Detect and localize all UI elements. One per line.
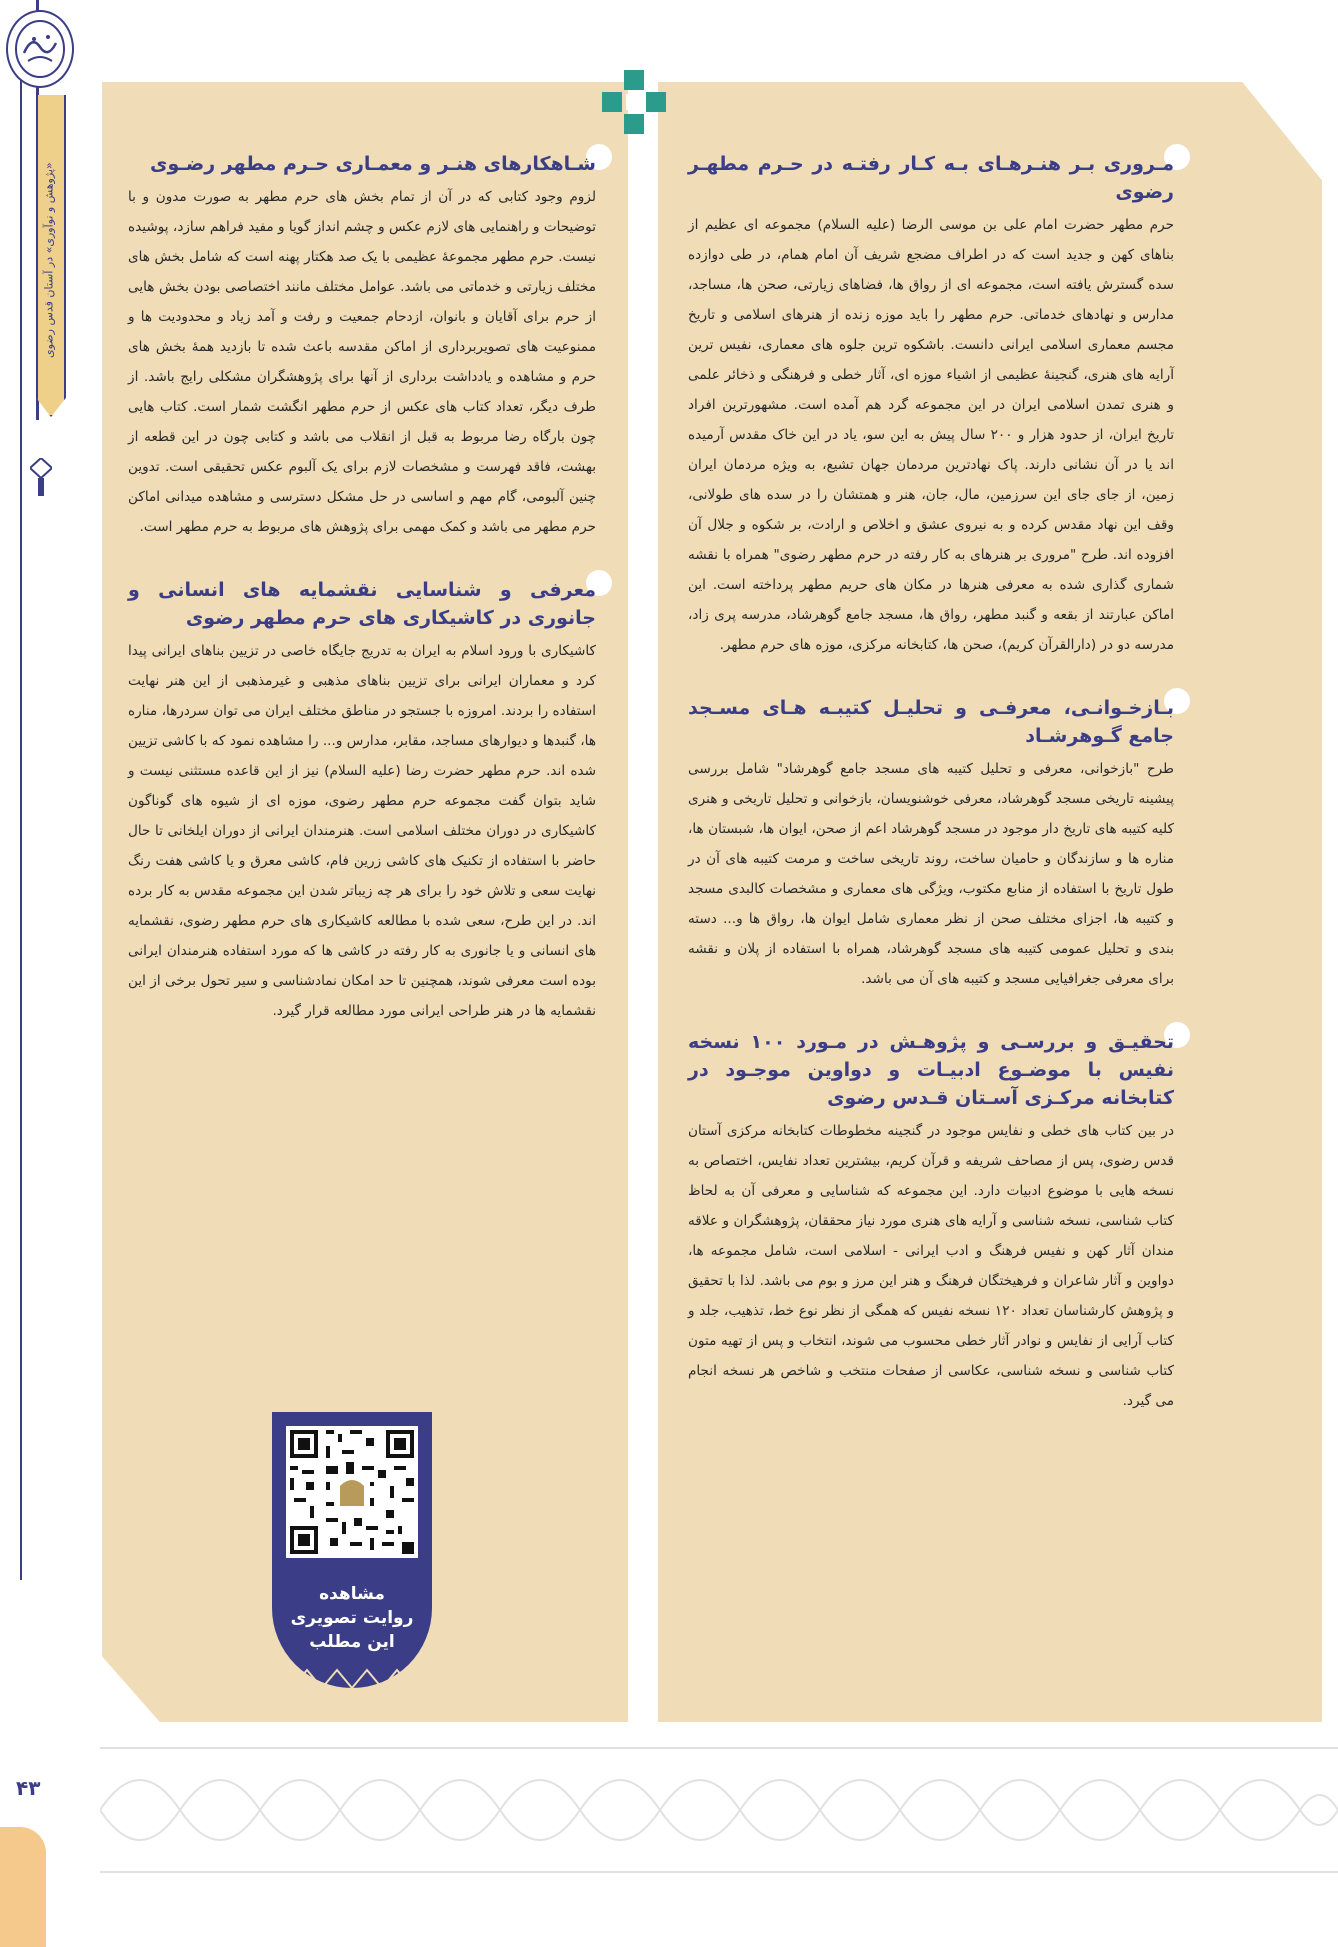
center-cross-ornament-icon xyxy=(598,66,670,138)
article-heading: مـروری بـر هنـرهـای بـه کـار رفتـه در حـرم مطهـر رضوی xyxy=(688,153,1174,203)
ribbon-knot-icon xyxy=(30,458,52,498)
article-body: در بین کتاب های خطی و نفایس موجود در گنجینه مخطوطات کتابخانه مرکزی آستان قدس رضوی، پس از مصاحف شریفه و قرآن کریم، بیشترین تعداد نفایس، اختصاص به نسخه هایی با موضوع ادبیات دارد. این مجموعه که شناسایی و معرفی آن به لحاظ کتاب شناسی، نسخه شناسی و آرایه های هنری مورد نیاز محققان، پژوهشگران و علاقه مندان آثار کهن و نفیس فرهنگ و ادب ایرانی - اسلامی است، شامل مجموعه ها، دواوین و آثار شاعران و فرهیختگان فرهنگ و هنر این مرز و بوم می باشد. لذا با تحقیق و پژوهش کارشناسان تعداد ۱۲۰ نسخه نفیس که همگی از نظر نوع خط، تذهیب، جلد و کتاب آرایی از نفایس و نوادر آثار خطی محسوب می شوند، انتخاب و پس از تهیه متون کتاب شناسی و نسخه شناسی، عکاسی از صفحات منتخب و شاخص هر نسخه انجام می گیرد. xyxy=(688,1123,1174,1409)
article-body: طرح "بازخوانی، معرفی و تحلیل کتیبه های مسجد جامع گوهرشاد" شامل بررسی پیشینه تاریخی مسجد گوهرشاد، معرفی خوشنویسان، بازخوانی و تحلیل تاریخی و هنری کلیه کتیبه های تاریخ دار موجود در مسجد گوهرشاد اعم از صحن، ایوان ها، شبستان ها، مناره ها و سازندگان و حامیان ساخت، روند تاریخی ساخت و مرمت کتیبه های آن در طول تاریخ با استفاده از منابع مکتوب، ویژگی های معماری و مشخصات کالبدی مسجد و کتیبه ها، اجزای مختلف صحن از نظر معماری شامل ایوان ها، رواق ها و... دسته بندی و تحلیل عمومی کتیبه های مسجد گوهرشاد، همراه با استفاده از پلان و نقشه برای معرفی جغرافیایی مسجد و کتیبه های آن می باشد. xyxy=(688,761,1174,987)
article-body: کاشیکاری با ورود اسلام به ایران به تدریج جایگاه خاصی در تزیین بناهای ایرانی پیدا کرد و معماران ایرانی برای تزیین بناهای مذهبی و غیرمذهبی از این هنر نهایت استفاده را بردند. امروزه با جستجو در مناطق مختلف ایران می توان سردرها، مناره ها، گنبدها و دیوارهای مساجد، مقابر، مدارس و... را مشاهده نمود که با کاشی تزیین شده اند. حرم مطهر حضرت رضا (علیه السلام) نیز از این قاعده مستثنی نیست و شاید بتوان گفت مجموعه حرم مطهر رضوی، موزه ای از شیوه های گوناگون کاشیکاری در دوران مختلف اسلامی است. هنرمندان ایرانی از دوران ایلخانی تا حال حاضر با استفاده از تکنیک های کاشی زرین فام، کاشی معرق و یا کاشی هفت رنگ نهایت سعی و تلاش خود را برای هر چه زیباتر شدن این مجموعه مقدس به کار برده اند. در این طرح، سعی شده با مطالعه کاشیکاری های حرم مطهر رضوی، نقشمایه های انسانی و یا جانوری به کار رفته در کاشی ها که مورد استفاده هنرمندان ایرانی بوده است معرفی شوند، همچنین تا حد امکان نمادشناسی و سیر تحول برخی از این نقشمایه ها در هنر طراحی ایرانی مورد مطالعه قرار گیرد. xyxy=(128,643,596,1019)
qr-caption-line-1: مشاهده xyxy=(319,1584,385,1604)
qr-card-ornament-icon xyxy=(292,1658,412,1688)
qr-code[interactable] xyxy=(286,1426,418,1558)
left-column xyxy=(128,150,596,1060)
page-number-tab xyxy=(0,1827,46,1947)
article-section xyxy=(128,150,596,542)
magazine-logo xyxy=(6,10,74,88)
ribbon-band-text: «پژوهش و نوآوری» در آستان قدس رضوی xyxy=(42,162,56,358)
page-number: ۴۳ xyxy=(16,1776,41,1800)
side-ribbon xyxy=(0,0,72,1947)
article-heading: معرفی و شناسایی نقشمایه های انسانی و جانوری در کاشیکاری های حرم مطهر رضوی xyxy=(128,579,596,629)
article-body: حرم مطهر حضرت امام علی بن موسی الرضا (علیه السلام) مجموعه ای عظیم از بناهای کهن و جدید است که در اطراف مضجع شریف آن امام همام، در طی دوازده سده گسترش یافته است، مجموعه ای از رواق ها، فضاهای زیارتی، صحن ها، مساجد، مدارس و نهادهای خدماتی. حرم مطهر را باید موزه زنده از هنرهای اسلامی و تاریخ مجسم معماری اسلامی ایرانی دانست. باشکوه ترین جلوه های معماری، نفیس ترین آرایه های هنری، گنجینهٔ عظیمی از اشیاء موزه ای، آثار خطی و فرهنگی و ذخائر علمی و هنری تمدن اسلامی ایران در این مجموعه گرد هم آمده است. مشهورترین افراد تاریخ ایران، از حدود هزار و ۲۰۰ سال پیش به این سو، یاد در این خاک مقدس آرمیده اند یا در آن نشانی دارند. پاک نهادترین مردمان جهان تشیع، به ویژه مردمان ایران زمین، از جای جای این سرزمین، مال، جان، هنر و همتشان را در سده های طولانی، وقف این نهاد مقدس کرده و به نیروی عشق و اخلاص و ارادت، بر شکوه و جلال آن افزوده اند. طرح "مروری بر هنرهای به کار رفته در حرم مطهر رضوی" همراه با نقشه شماری گذاری شده به معرفی هنرها در مکان های حریم مطهر پرداخته است. این اماکن عبارتند از بقعه و گنبد مطهر، رواق ها، مسجد جامع گوهرشاد، مدرسه پری زاد، مدرسه دو در (دارالقرآن کریم)، صحن ها، کتابخانه مرکزی، موزه های حرم مطهر. xyxy=(688,217,1174,653)
right-column xyxy=(688,150,1174,1450)
article-section xyxy=(688,1028,1174,1416)
qr-code-icon xyxy=(286,1426,418,1558)
article-section xyxy=(688,694,1174,994)
article-section xyxy=(688,150,1174,660)
article-section xyxy=(128,576,596,1026)
article-heading: شـاهکارهای هنـر و معمـاری حـرم مطهر رضـوی xyxy=(150,153,596,175)
qr-card[interactable] xyxy=(272,1412,432,1688)
qr-caption-line-2: روایت تصویری xyxy=(290,1608,414,1628)
article-body: لزوم وجود کتابی که در آن از تمام بخش های حرم مطهر به صورت مدون و با توضیحات و راهنمایی های لازم عکس و چشم انداز گویا و مفید فراهم سازد، پوشیده نیست. حرم مطهر مجموعهٔ عظیمی با یک صد هکتار پهنه است که شامل بخش های مختلف زیارتی و خدماتی می باشد. عوامل مختلف مانند اختصاصی بودن بخش هایی از حرم برای آقایان و بانوان، ازدحام جمعیت و رفت و آمد زیاد و محدودیت ها و ممنوعیت های تصویربرداری از اماکن مقدسه باعث شده تا بازدید همهٔ بخش های حرم و مشاهده و یادداشت برداری از آنها برای پژوهشگران مشکلی رایج باشد. از طرف دیگر، تعداد کتاب های عکس از حرم مطهر انگشت شمار است. کتاب هایی چون بارگاه رضا مربوط به قبل از انقلاب می باشد و کتابی چون در این قطعه از بهشت، فاقد فهرست و مشخصات لازم برای یک آلبوم عکس تحقیقی است. تدوین چنین آلبومی، گام مهم و اساسی در حل مشکل دسترسی و مشاهده میدانی اماکن حرم مطهر می باشد و کمک مهمی برای پژوهش های مربوط به حرم مطهر است. xyxy=(128,189,596,535)
qr-caption-line-3: این مطلب xyxy=(309,1632,395,1652)
bottom-arabesque-pattern xyxy=(100,1744,1338,1876)
qr-caption xyxy=(272,1582,432,1654)
logo-emblem-icon xyxy=(12,17,68,81)
ribbon-line-thin xyxy=(20,80,22,1580)
article-heading: تحقیـق و بررسـی و پژوهـش در مـورد ۱۰۰ نسخه نفیس با موضـوع ادبیـات و دواوین موجـود در کتابخانه مرکـزی آسـتان قـدس رضوی xyxy=(688,1031,1174,1109)
article-heading: بـازخـوانـی، معرفـی و تحلیـل کتیبـه هـای مسـجد جامع گـوهرشـاد xyxy=(688,697,1174,747)
